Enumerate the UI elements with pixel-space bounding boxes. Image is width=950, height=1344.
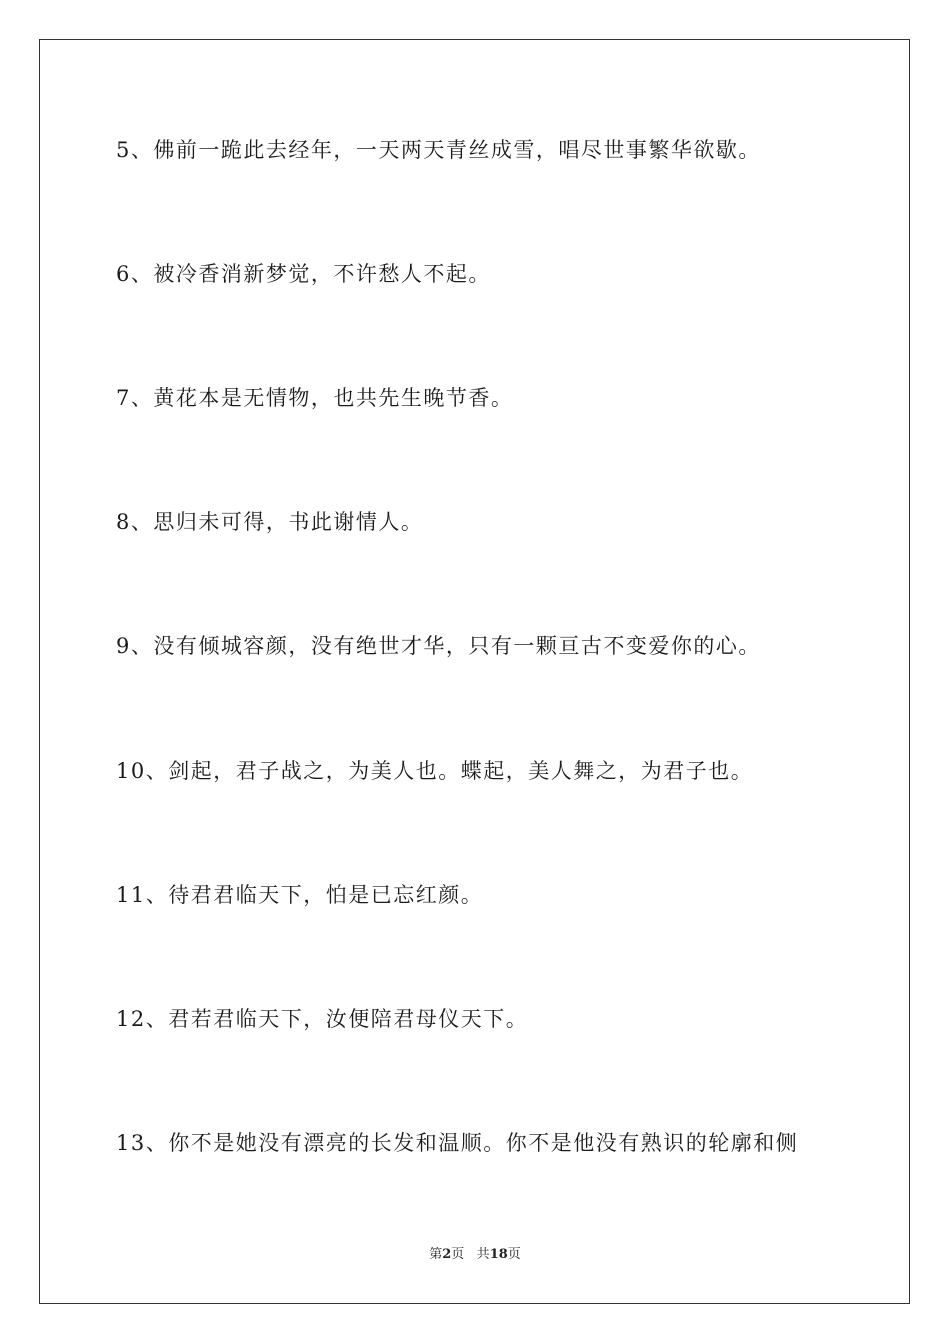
text-line-9: 9、没有倾城容颜，没有绝世才华，只有一颗亘古不变爱你的心。 (116, 634, 761, 658)
total-prefix: 共 (476, 1247, 490, 1262)
text-line-12: 12、君若君临天下，汝便陪君母仪天下。 (116, 1007, 529, 1031)
text-line-6: 6、被冷香消新梦觉，不许愁人不起。 (116, 262, 491, 286)
text-line-10: 10、剑起，君子战之，为美人也。蝶起，美人舞之，为君子也。 (116, 759, 754, 783)
text-line-11: 11、待君君临天下，怕是已忘红颜。 (116, 883, 484, 907)
page-prefix: 第 (429, 1247, 443, 1262)
total-pages: 18 (489, 1247, 508, 1262)
total-suffix: 页 (507, 1247, 521, 1262)
text-line-5: 5、佛前一跪此去经年，一天两天青丝成雪，唱尽世事繁华欲歇。 (116, 138, 761, 162)
page-border (39, 39, 910, 1304)
text-line-7: 7、黄花本是无情物，也共先生晚节香。 (116, 386, 514, 410)
page-footer (0, 1246, 950, 1264)
page-number: 2 (442, 1247, 452, 1262)
page-suffix: 页 (451, 1247, 465, 1262)
text-line-8: 8、思归未可得，书此谢情人。 (116, 510, 424, 534)
text-line-13: 13、你不是她没有漂亮的长发和温顺。你不是他没有熟识的轮廓和侧 (116, 1131, 799, 1155)
